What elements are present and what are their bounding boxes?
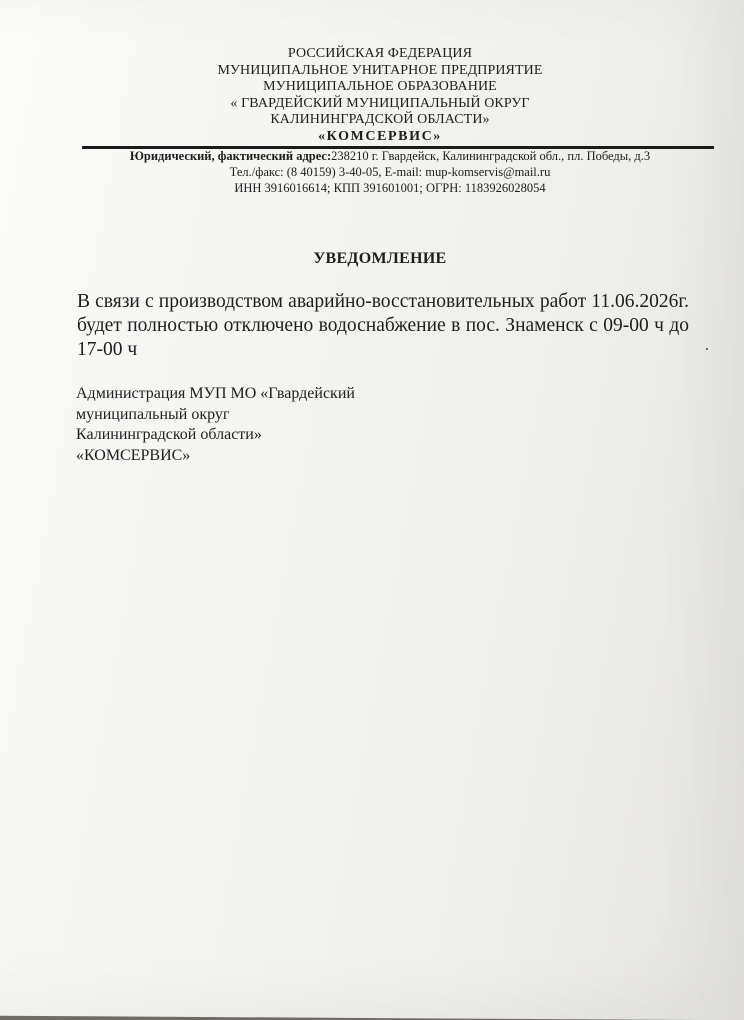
letterhead-country: РОССИЙСКАЯ ФЕДЕРАЦИЯ [287,46,473,61]
letterhead-brand: «КОМСЕРВИС» [318,128,442,144]
contact-block [70,148,710,196]
signature-line-1: Администрация МУП МО «Гвардейский [76,385,355,402]
address-label: Юридический, фактический адрес: [129,149,332,163]
address-line [70,148,710,164]
address-value: 238210 г. Гвардейск, Калининградской обл., пл. Победы, д.3 [331,149,651,163]
ink-speck [706,348,708,350]
letterhead-enterprise-type: МУНИЦИПАЛЬНОЕ УНИТАРНОЕ ПРЕДПРИЯТИЕ [217,62,543,78]
letterhead-region: КАЛИНИНГРАДСКОЙ ОБЛАСТИ» [270,112,490,127]
notice-title: УВЕДОМЛЕНИЕ [313,250,447,267]
signature-block [76,384,496,466]
notice-body: В связи с производством аварийно-восстановительных работ 11.06.2026г. будет полностью отключено водоснабжение в пос. Знаменск с 09-00 ч до 17-00 ч [77,291,689,360]
letterhead [70,46,690,145]
registration-line: ИНН 3916016614; КПП 391601001; ОГРН: 1183926028054 [234,181,546,195]
letterhead-district: « ГВАРДЕЙСКИЙ МУНИЦИПАЛЬНЫЙ ОКРУГ [230,95,530,111]
signature-line-3: Калининградской области» [76,426,262,443]
phone-email-line: Тел./факс: (8 40159) 3-40-05, E-mail: mup-komservis@mail.ru [229,165,551,179]
letterhead-municipality: МУНИЦИПАЛЬНОЕ ОБРАЗОВАНИЕ [263,79,497,94]
signature-line-4: «КОМСЕРВИС» [76,446,191,464]
signature-line-2: муниципальный округ [76,405,230,423]
